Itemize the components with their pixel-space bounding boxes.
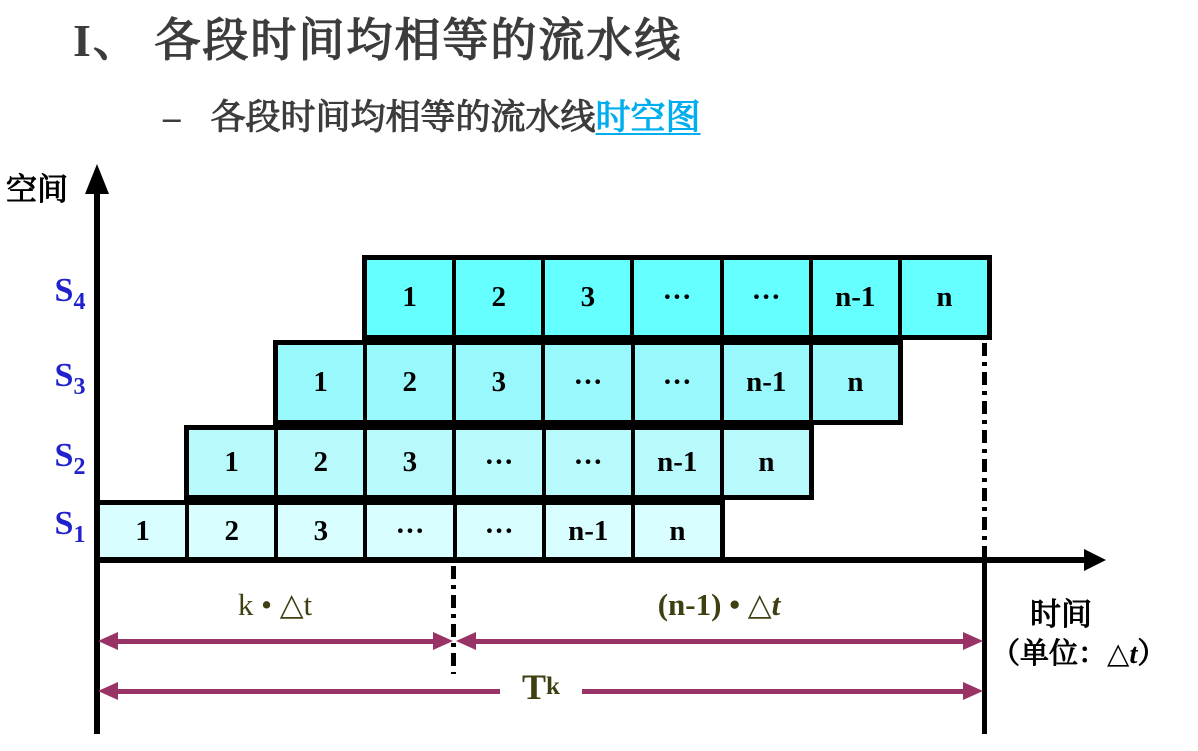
stage-cell: n: [813, 345, 898, 420]
arrowhead-right-icon: [963, 632, 983, 650]
subtitle: [163, 90, 701, 140]
stage-cell: 3: [456, 345, 545, 420]
x-axis-label: 时间: [1030, 597, 1092, 632]
subtitle-dash: –: [163, 98, 181, 137]
stage-cell: ···: [367, 505, 456, 557]
stage-cell: n: [635, 505, 720, 557]
y-axis-label: 空间: [6, 172, 68, 207]
x-axis-unit-suffix: ）: [1137, 638, 1167, 670]
stage-cell: 3: [367, 430, 456, 495]
x-axis-unit-prefix: （单位：△: [991, 638, 1130, 670]
pipeline-row-S3: [273, 340, 903, 425]
stage-cell: n-1: [546, 505, 635, 557]
y-axis-arrowhead-icon: [85, 164, 109, 194]
stage-label-S2: $S_2$: [54, 436, 86, 480]
pipeline-row-S1: [95, 500, 725, 562]
y-axis-line: [94, 182, 100, 734]
stage-cell: n-1: [813, 260, 902, 335]
stage-cell: n-1: [635, 430, 724, 495]
stage-label-S3: $S_3$: [54, 356, 86, 400]
pipeline-row-S4: [362, 255, 992, 340]
kdt-span-arrow: [98, 632, 453, 650]
stage-cell: ···: [546, 430, 635, 495]
kdt-boundary-dashdot-line: [451, 566, 456, 674]
completion-dashdot-line: [982, 343, 987, 560]
arrowhead-right-icon: [433, 632, 453, 650]
stage-cell: 2: [456, 260, 545, 335]
n1dt-span-arrow: [456, 632, 983, 650]
tk-label: [500, 662, 582, 712]
stage-cell: 1: [278, 345, 367, 420]
tk-main: T: [522, 667, 547, 707]
stage-cell: ···: [457, 505, 546, 557]
pipeline-row-S2: [184, 425, 814, 500]
subtitle-text: 各段时间均相等的流水线: [210, 98, 596, 137]
n1dt-prefix: (n-1) • △: [657, 587, 772, 622]
stage-cell: ···: [545, 345, 634, 420]
kdt-label: k • △t: [237, 587, 313, 622]
stage-cell: 2: [189, 505, 278, 557]
arrowhead-left-icon: [456, 632, 476, 650]
stage-cell: 1: [100, 505, 189, 557]
stage-cell: ···: [635, 345, 724, 420]
stage-label-S4: $S_4$: [54, 271, 86, 315]
page-title: I、 各段时间均相等的流水线: [73, 15, 683, 66]
stage-cell: n: [724, 430, 809, 495]
stage-cell: 3: [278, 505, 367, 557]
stage-cell: 1: [189, 430, 278, 495]
stage-cell: 2: [278, 430, 367, 495]
arrow-bar: [118, 639, 433, 644]
x-axis-unit-label: [991, 631, 1166, 672]
n1dt-symbol: t: [771, 587, 781, 622]
stage-cell: 2: [367, 345, 456, 420]
x-axis-unit-symbol: t: [1129, 638, 1138, 670]
stage-cell: 3: [545, 260, 634, 335]
stage-cell: ···: [456, 430, 545, 495]
arrowhead-left-icon: [98, 632, 118, 650]
stage-cell: ···: [634, 260, 723, 335]
arrowhead-left-icon: [98, 682, 118, 700]
arrowhead-right-icon: [963, 682, 983, 700]
stage-cell: n-1: [724, 345, 813, 420]
spacetime-diagram-link[interactable]: 时空图: [595, 98, 701, 137]
stage-cell: 1: [367, 260, 456, 335]
tk-subscript: k: [546, 673, 560, 700]
stage-cell: n: [902, 260, 987, 335]
n1dt-label: [569, 587, 869, 623]
x-axis-arrowhead-icon: [1084, 549, 1106, 571]
arrow-bar: [476, 639, 963, 644]
stage-label-S1: $S_1$: [54, 505, 86, 548]
stage-cell: ···: [724, 260, 813, 335]
